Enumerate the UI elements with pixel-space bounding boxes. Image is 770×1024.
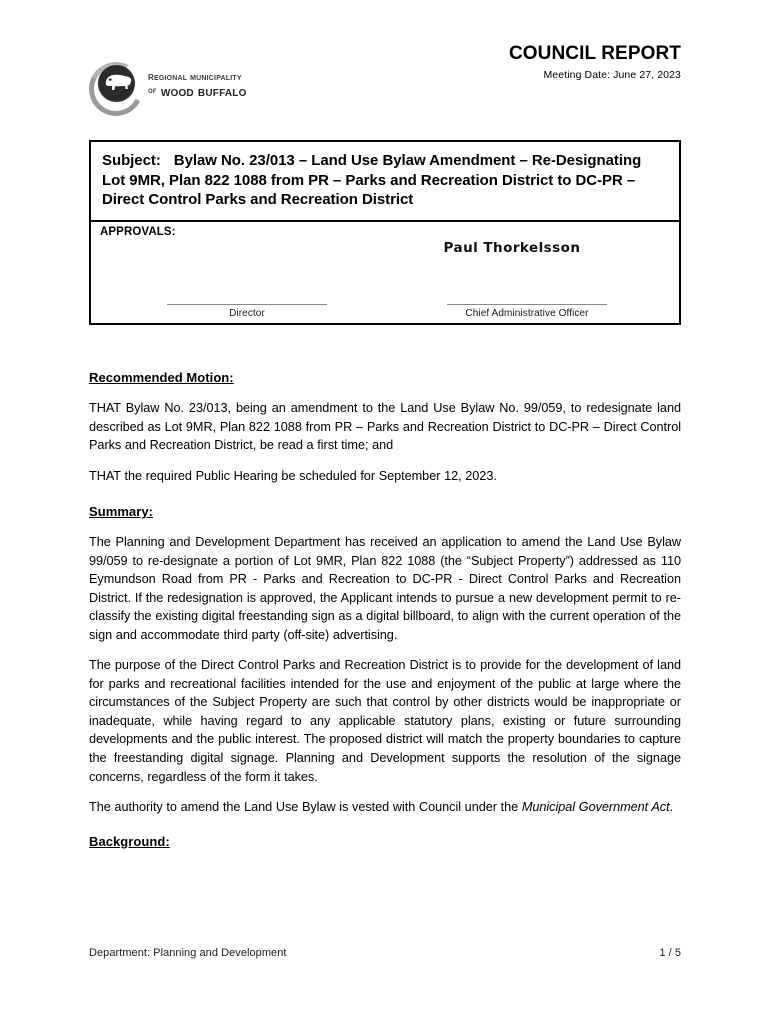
approvals-label: APPROVALS:: [100, 225, 176, 238]
authority-prefix: The authority to amend the Land Use Bylaw is vested with Council under the: [89, 800, 522, 815]
signature-block-director: [91, 304, 387, 319]
paragraph-summary-2: The purpose of the Direct Control Parks and Recreation District is to provide for the development of land for parks and recreational facilities intended for the use and enjoyment of the public at large where the circumstances of the Subject Property are such that control by other districts would be inappropriate or inadequate, while having regard to any applicable statutory plans, existing or future surrounding developments and the public interest. The proposed district will match the property boundaries to capture the freestanding digital signage. Planning and Development supports the resolution of the signage concerns, regardless of the form it takes.: [89, 658, 681, 784]
page-footer: [89, 947, 681, 959]
signature-line-director: [167, 304, 327, 305]
footer-page-number: 1 / 5: [659, 947, 681, 959]
heading-background: Background:: [89, 833, 170, 849]
subject-label: Subject:: [102, 152, 161, 169]
subject-approvals-box: [89, 140, 681, 325]
footer-department: Department: Planning and Development: [89, 947, 287, 959]
paragraph-summary-1: The Planning and Development Department has received an application to amend the Land Use Bylaw 99/059 to re-designate a portion of Lot 9MR, Plan 822 1088 (the “Subject Property”) addressed as 110 Eymundson Road from PR - Parks and Recreation to DC-PR - Direct Control Parks and Recreation District. If the redesignation is approved, the Applicant intends to pursue a new development permit to re-classify the existing digital freestanding sign as a digital billboard, to align with the current operation of the sign and accommodate third party (off-site) advertising.: [89, 535, 681, 642]
signature-line-cao: [447, 304, 607, 305]
organization-logo: [89, 60, 247, 110]
heading-summary: Summary:: [89, 504, 153, 520]
document-body: [89, 370, 681, 849]
paragraph-motion-1: THAT Bylaw No. 23/013, being an amendment to the Land Use Bylaw No. 99/059, to redesignate land described as Lot 9MR, Plan 822 1088 from PR – Parks and Recreation District to DC-PR – Direct Control Parks and Recreation District, be read a first time; and: [89, 401, 681, 453]
page-header: [89, 44, 681, 114]
logo-line-2: [148, 84, 247, 99]
buffalo-circle-logo-icon: [89, 60, 139, 110]
header-right-block: [509, 44, 681, 81]
logo-disc-shape: [98, 65, 135, 102]
subject-line: [102, 151, 668, 210]
subject-value: Bylaw No. 23/013 – Land Use Bylaw Amendment – Re-Designating Lot 9MR, Plan 822 1088 from PR – Parks and Recreation District to DC-PR – Direct Control Parks and Recreation District: [102, 152, 642, 208]
buffalo-silhouette-icon: [98, 65, 135, 102]
heading-recommended-motion: Recommended Motion:: [89, 370, 234, 385]
logo-line-2-text: wood buffalo: [160, 82, 247, 99]
authority-suffix: .: [669, 800, 674, 815]
logo-of-word: of: [148, 85, 157, 95]
signature-name: Paul Thorkelsson: [443, 239, 581, 256]
signature-caption-cao: Chief Administrative Officer: [465, 307, 589, 319]
signature-caption-director: Director: [229, 307, 265, 319]
page-title: COUNCIL REPORT: [508, 43, 681, 64]
subject-cell: [91, 142, 679, 222]
signature-block-cao: [387, 304, 679, 319]
logo-wordmark: [148, 71, 247, 99]
meeting-date: Meeting Date: June 27, 2023: [543, 68, 681, 81]
approvals-cell: [91, 222, 679, 323]
authority-act-name: Municipal Government Act: [521, 800, 670, 815]
paragraph-authority: [89, 798, 681, 817]
logo-line-1: regional municipality: [148, 71, 242, 84]
paragraph-motion-2: THAT the required Public Hearing be scheduled for September 12, 2023.: [89, 468, 497, 483]
signature-row: [91, 304, 679, 319]
